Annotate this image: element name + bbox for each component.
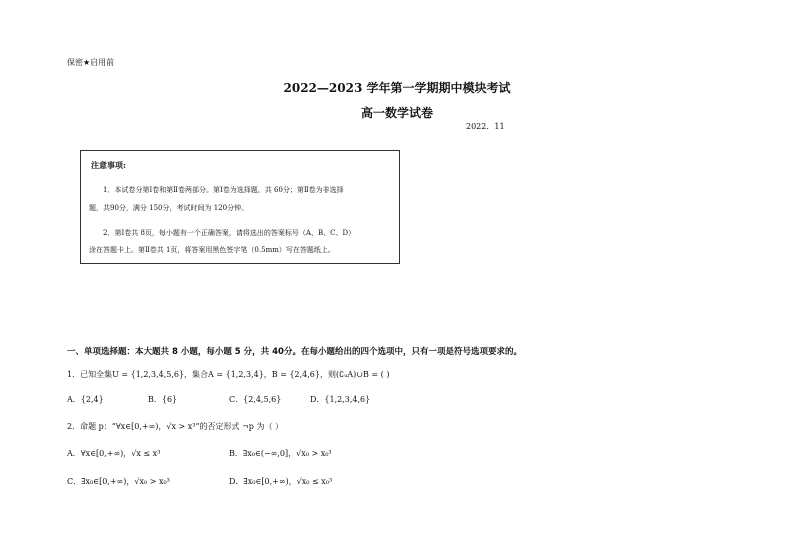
notice-line: 1．本试卷分第Ⅰ卷和第Ⅱ卷两部分。第Ⅰ卷为选择题，共 60分；第Ⅱ卷为非选择 bbox=[103, 186, 344, 194]
question-2-option-b: B．∃x₀∈(−∞,0]，√x₀ > x₀³ bbox=[229, 449, 332, 458]
notice-title: 注意事项: bbox=[91, 160, 126, 170]
question-1-option-a: A．{2,4} bbox=[67, 395, 104, 404]
question-1-option-c: C．{2,4,5,6} bbox=[229, 395, 282, 404]
notice-line: 题，共90分，满分 150分，考试时间为 120分钟。 bbox=[89, 204, 249, 212]
notice-line: 涂在答题卡上。第Ⅱ卷共 1页，将答案用黑色签字笔（0.5mm）写在答题纸上。 bbox=[89, 246, 335, 254]
question-1-option-d: D．{1,2,3,4,6} bbox=[310, 395, 371, 404]
question-2-option-a: A．∀x∈[0,+∞)，√x ≤ x³ bbox=[67, 449, 161, 458]
exam-subtitle: 高一数学试卷 bbox=[360, 106, 433, 120]
question-2-stem: 2．命题 p：“∀x∈[0,+∞)，√x > x³”的否定形式 ¬p 为（ ） bbox=[67, 422, 284, 431]
question-2-option-d: D．∃x₀∈[0,+∞)，√x₀ ≤ x₀³ bbox=[229, 477, 333, 486]
section-heading: 一、单项选择题：本大题共 8 小题，每小题 5 分，共 40分。在每小题给出的四个选项中，只有一项是符号选项要求的。 bbox=[67, 347, 522, 357]
question-2-option-c: C．∃x₀∈[0,+∞)，√x₀ > x₀³ bbox=[67, 477, 170, 486]
exam-date: 2022．11 bbox=[466, 122, 505, 131]
confidential-label: 保密★启用前 bbox=[67, 58, 115, 67]
notice-box bbox=[80, 150, 400, 264]
exam-title: 2022—2023 学年第一学期期中模块考试 bbox=[283, 81, 511, 95]
question-1-stem: 1．已知全集U = {1,2,3,4,5,6}，集合A = {1,2,3,4}，B = {2,4,6}，则(∁ᵤA)∪B = ( ) bbox=[67, 370, 390, 379]
notice-line: 2．第Ⅰ卷共 8页，每小题有一个正确答案，请将选出的答案标号（A、B、C、D） bbox=[103, 229, 356, 237]
question-1-option-b: B．{6} bbox=[148, 395, 178, 404]
